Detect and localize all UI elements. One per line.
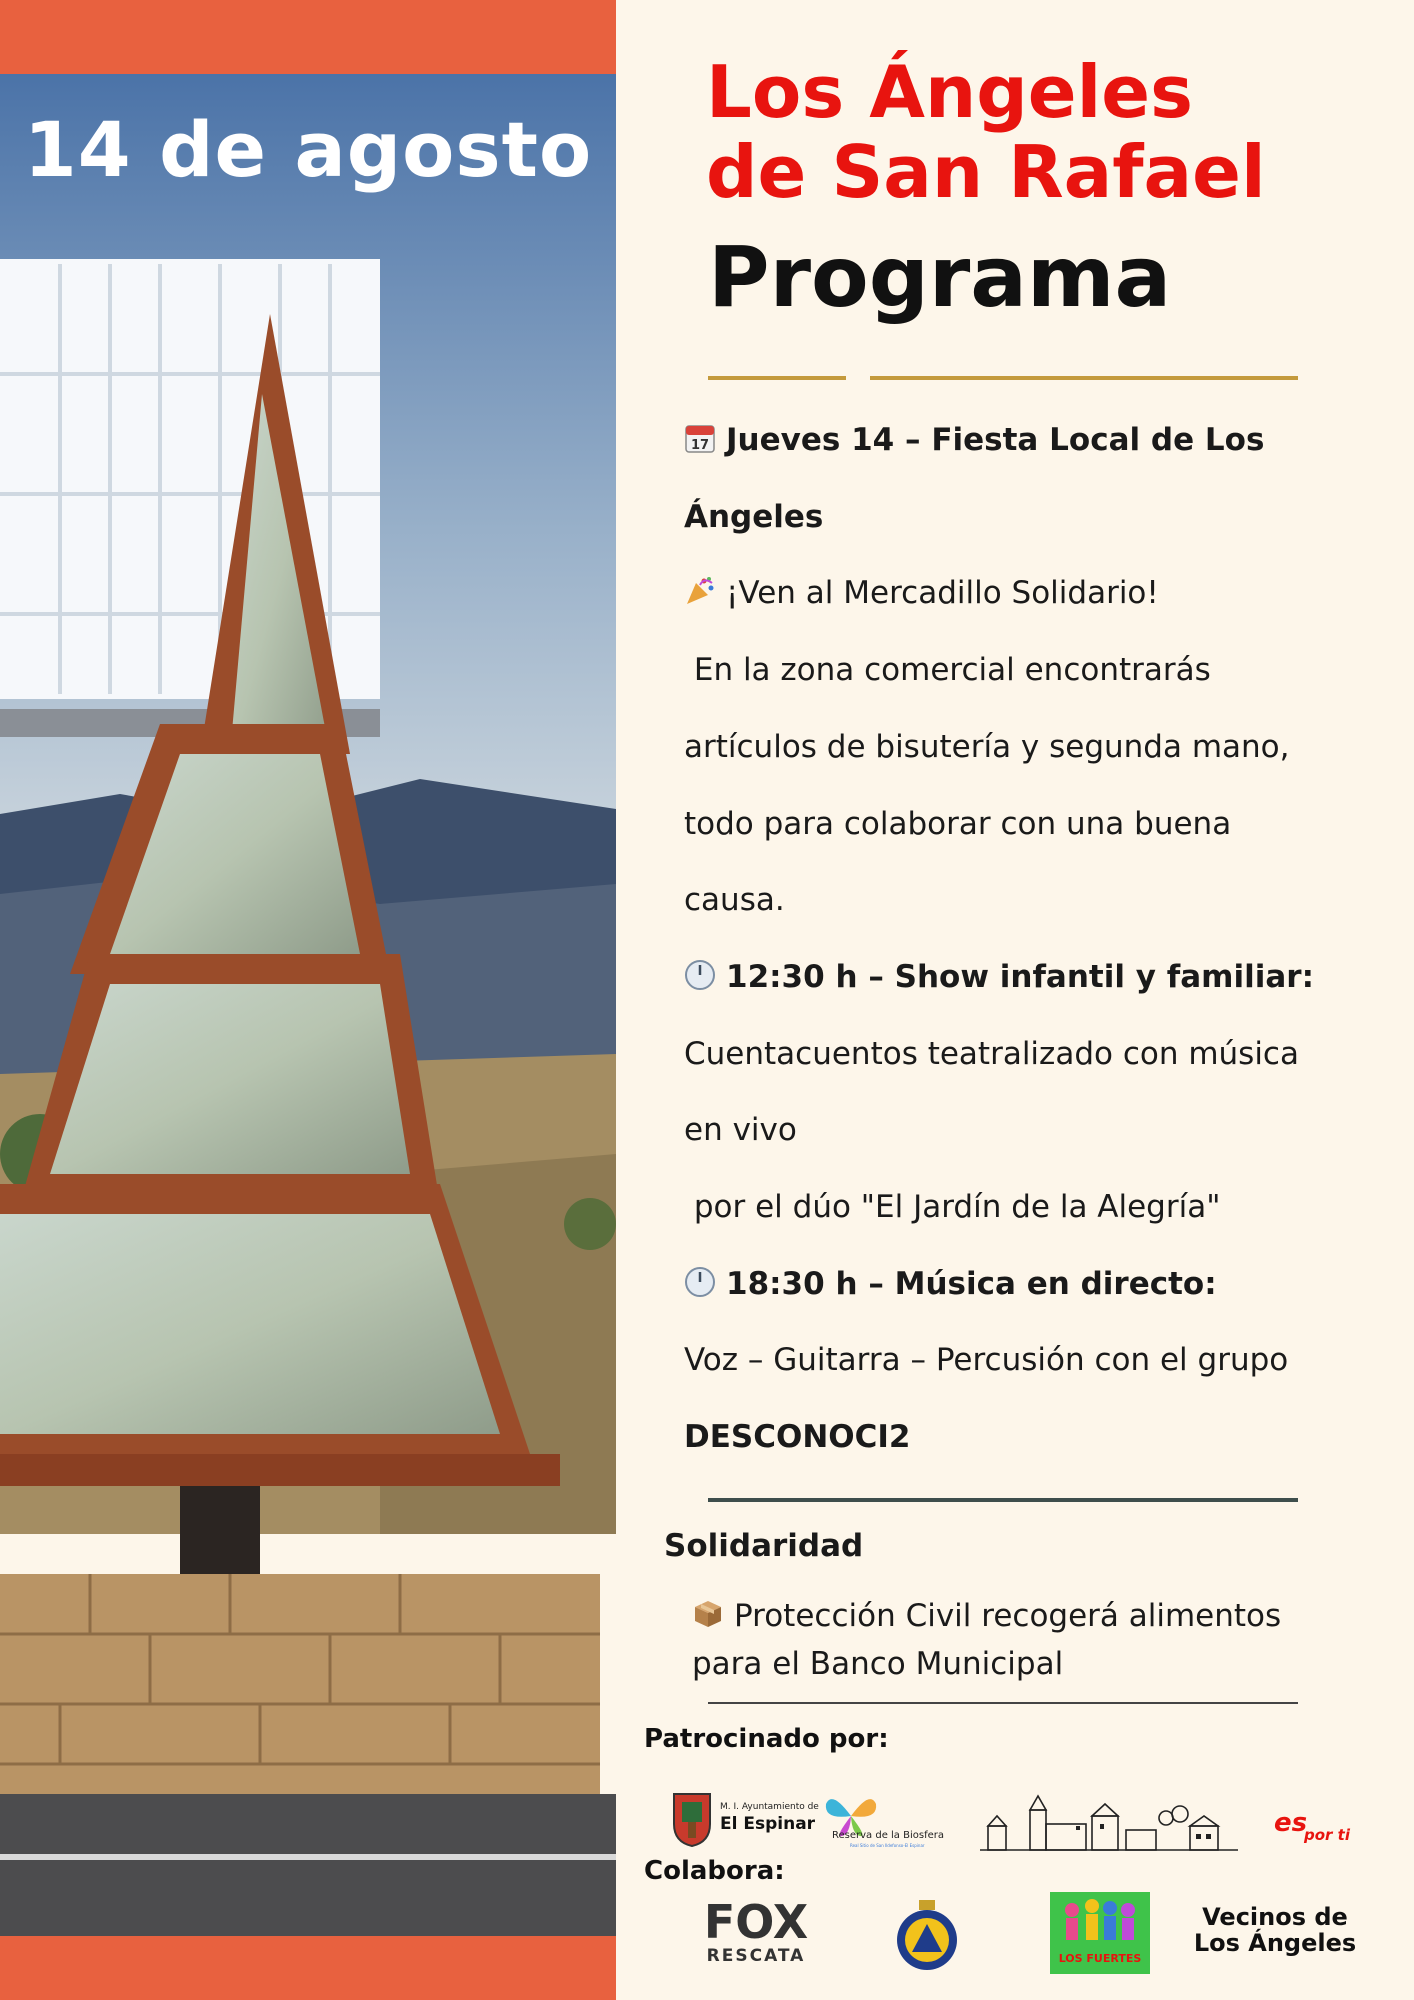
svg-text:17: 17 — [690, 438, 710, 453]
biosfera-logo — [822, 1790, 952, 1850]
biosfera-text: Reserva de la Biosfera — [832, 1830, 944, 1841]
music-line-1: Voz – Guitarra – Percusión con el grupo — [684, 1342, 1289, 1379]
people-group-icon — [1050, 1892, 1150, 1952]
market-line-1: En la zona comercial encontrarás — [684, 652, 1211, 689]
biosfera-subtext: Real Sitio de San Ildefonso-El Espinar — [850, 1843, 925, 1848]
coat-of-arms-icon — [670, 1790, 714, 1848]
event-date: 14 de agosto — [23, 105, 593, 194]
title-line-1: Los Ángeles — [706, 50, 1193, 134]
party-popper-icon — [684, 575, 716, 607]
solidarity-text — [692, 1592, 1322, 1688]
vecinos-line-1: Vecinos de — [1202, 1903, 1348, 1931]
top-orange-bar — [0, 0, 616, 74]
ayuntamiento-name: El Espinar — [720, 1814, 816, 1834]
left-photo-panel — [0, 0, 616, 2000]
solidarity-heading: Solidaridad — [664, 1528, 864, 1564]
program-heading: Programa — [708, 228, 1172, 326]
el-espinar-es-por-ti-logo — [1268, 1808, 1368, 1848]
proteccion-civil-logo — [892, 1898, 962, 1974]
fox-subtext: RESCATA — [706, 1946, 806, 1966]
por-ti-text: por ti — [1304, 1826, 1350, 1844]
los-fuertes-text: LOS FUERTES — [1058, 1952, 1142, 1965]
fox-text: FOX — [703, 1895, 809, 1949]
title-line-2: de San Rafael — [706, 130, 1266, 214]
collaborators-heading: Colabora: — [644, 1856, 785, 1886]
sponsors-heading: Patrocinado por: — [644, 1724, 889, 1754]
market-line-4: causa. — [684, 882, 785, 919]
fox-rescata-logo — [700, 1895, 812, 1974]
los-fuertes-logo — [1050, 1892, 1150, 1974]
show-line-1: Cuentacuentos teatralizado con música — [684, 1035, 1299, 1072]
program-day-title: 17 Jueves 14 – Fiesta Local de Los — [684, 402, 1324, 479]
ayuntamiento-logo — [670, 1790, 819, 1850]
bottom-orange-bar — [0, 1936, 616, 2000]
market-title: ¡Ven al Mercadillo Solidario! — [684, 555, 1324, 632]
package-icon — [692, 1598, 724, 1630]
clock-icon — [684, 1266, 716, 1298]
thin-divider — [708, 1702, 1298, 1704]
ayuntamiento-small: M. I. Ayuntamiento de — [720, 1802, 819, 1812]
program-day-title-2: Ángeles — [684, 498, 824, 535]
vecinos-line-2: Los Ángeles — [1193, 1929, 1357, 1957]
monument-photo — [0, 74, 616, 1936]
program-list — [684, 402, 1324, 1476]
section-divider — [708, 1498, 1298, 1502]
es-text: es — [1274, 1808, 1308, 1838]
clock-icon — [684, 959, 716, 991]
solidarity-line-1: Protección Civil recogerá alimentos — [692, 1592, 1322, 1640]
music-title: 18:30 h – Música en directo: — [684, 1246, 1324, 1323]
music-line-2: DESCONOCI2 — [684, 1419, 911, 1456]
gold-divider-short — [708, 376, 846, 380]
vecinos-logo — [1190, 1904, 1360, 1956]
show-title: 12:30 h – Show infantil y familiar: — [684, 939, 1324, 1016]
solidarity-line-2: para el Banco Municipal — [692, 1646, 1064, 1682]
market-line-3: todo para colaborar con una buena — [684, 805, 1232, 842]
show-line-2: en vivo — [684, 1112, 797, 1149]
show-line-3: por el dúo "El Jardín de la Alegría" — [684, 1189, 1221, 1226]
market-line-2: artículos de bisutería y segunda mano, — [684, 728, 1290, 765]
town-skyline-logo — [980, 1786, 1238, 1858]
calendar-icon — [684, 422, 716, 454]
page-title — [706, 52, 1266, 212]
gold-divider-long — [870, 376, 1298, 380]
